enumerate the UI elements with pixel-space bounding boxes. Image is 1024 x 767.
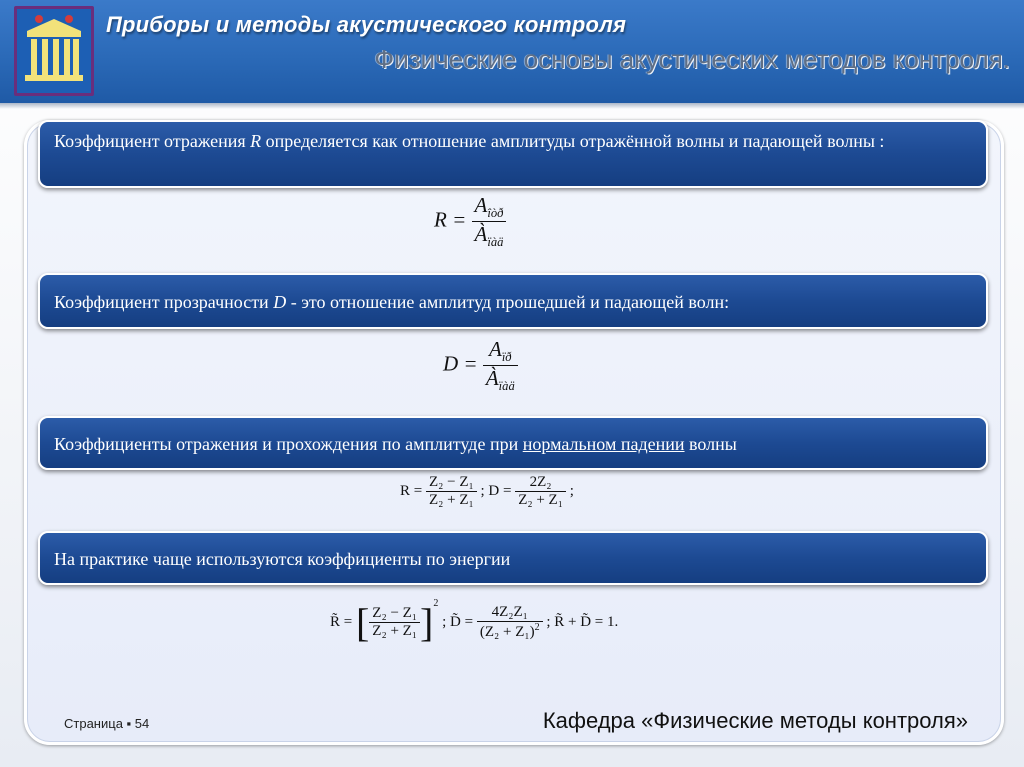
department-name: Кафедра «Физические методы контроля» <box>542 708 968 733</box>
definition-normal-incidence <box>38 416 988 470</box>
f4-d-den: (Z₂ + Z₁) <box>479 624 535 641</box>
f4-r-den: Z₂ + Z₁ <box>372 623 418 640</box>
f1-num: A <box>474 193 488 217</box>
f2-den-sub: ïàä <box>498 379 515 394</box>
f3-sep2: ; <box>569 482 574 499</box>
block1-var: R <box>250 131 262 151</box>
block4-text: На практике чаще используются коэффициенты по энергии <box>54 549 511 569</box>
f4-r-lhs: R̃ = <box>330 614 353 630</box>
formula-reflection <box>434 193 506 250</box>
block3-text-before: Коэффициенты отражения и прохождения по амплитуде при <box>54 434 523 454</box>
f3-r-fraction <box>426 474 477 509</box>
f3-r-den: Z₂ + Z₁ <box>428 492 474 508</box>
block1-text-before: Коэффициент отражения <box>54 131 251 151</box>
f4-sum: R̃ + D̃ = 1. <box>554 614 619 630</box>
definition-transparency <box>38 273 988 329</box>
f4-r-fraction <box>369 605 420 640</box>
f1-fraction <box>472 193 507 250</box>
f3-r-lhs: R = <box>400 482 423 499</box>
f4-right-bracket: ] <box>420 599 434 645</box>
f4-sep2: ; <box>546 614 551 630</box>
block2-text-before: Коэффициент прозрачности <box>54 292 274 312</box>
f4-d-num: 4Z₂Z₁ <box>477 604 543 622</box>
f2-den: À <box>485 366 499 391</box>
slide-title: Приборы и методы акустического контроля <box>106 12 627 37</box>
f2-num-sub: ïð <box>501 350 512 365</box>
slide-subtitle: Физические основы акустических методов контроля. <box>374 44 1010 74</box>
formula-transparency <box>443 337 518 394</box>
f2-lhs: D = <box>443 351 478 376</box>
f4-sep1: ; <box>442 614 447 630</box>
energy-coefficients-note <box>38 531 988 585</box>
f3-sep1: ; D = <box>480 482 512 499</box>
formula-energy-coefficients <box>330 598 618 643</box>
page-number: Страница ▪ 54 <box>64 716 150 731</box>
f4-r-num: Z₂ − Z₁ <box>369 605 420 623</box>
definition-reflection <box>38 120 988 188</box>
formula-amplitude-coefficients <box>400 474 574 509</box>
f1-num-sub: îòð <box>487 206 504 221</box>
f4-r-pow: 2 <box>433 598 439 609</box>
block2-var: D <box>273 292 287 312</box>
f2-num: A <box>488 337 502 361</box>
f1-den: À <box>474 222 488 247</box>
block3-underlined: нормальном падении <box>522 434 685 454</box>
f1-lhs: R = <box>434 207 467 232</box>
f3-d-num: 2Z₂ <box>515 474 566 492</box>
f4-d-lhs: D̃ = <box>450 614 474 630</box>
f2-fraction <box>483 337 518 394</box>
university-logo <box>14 6 94 96</box>
f1-den-sub: ïàä <box>487 235 504 250</box>
f4-left-bracket: [ <box>355 599 370 645</box>
f3-r-num: Z₂ − Z₁ <box>426 474 477 492</box>
f4-d-fraction <box>477 604 543 641</box>
block1-text-after: определяется как отношение амплитуды отражённой волны и падающей волны : <box>261 131 885 151</box>
header-bar <box>0 0 1024 103</box>
f4-d-pow: 2 <box>534 622 540 634</box>
block3-text-after: волны <box>684 434 737 454</box>
f3-d-den: Z₂ + Z₁ <box>518 492 563 508</box>
f3-d-fraction <box>515 474 566 509</box>
block2-text-after: - это отношение амплитуд прошедшей и падающей волн: <box>286 292 730 312</box>
